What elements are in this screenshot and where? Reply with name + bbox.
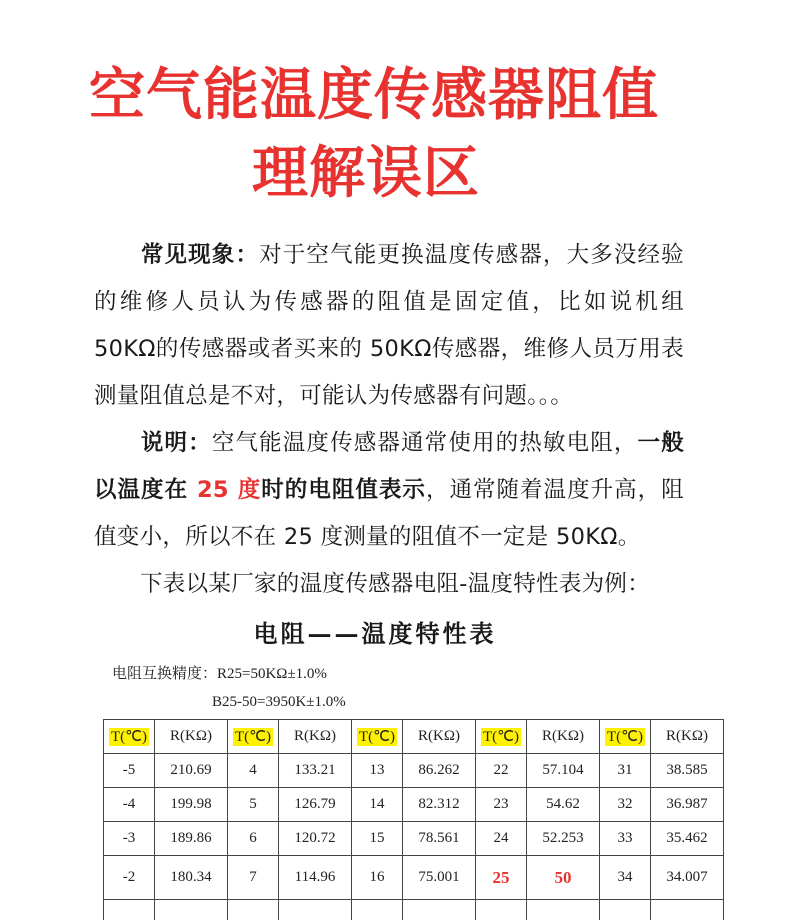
spec-b25-50: B25-50=3950K±1.0%: [212, 694, 346, 711]
table-cell: 52.253: [527, 822, 600, 856]
phenomenon-label: 常见现象：: [140, 242, 259, 268]
highlight-cell-25c: 25: [476, 856, 527, 900]
table-cell: 35.462: [651, 822, 724, 856]
table-cell: 189.86: [155, 822, 228, 856]
table-cell: 114.96: [279, 856, 352, 900]
table-cell: [600, 900, 651, 920]
table-header-row: [104, 720, 724, 754]
table-cell: [279, 900, 352, 920]
explanation-label: 说明：: [140, 430, 212, 456]
table-cell: 5: [228, 788, 279, 822]
table-cell: 54.62: [527, 788, 600, 822]
header-cell: T(℃): [352, 720, 403, 754]
table-cell: 38.585: [651, 754, 724, 788]
header-cell: T(℃): [600, 720, 651, 754]
table-cell: 33: [600, 822, 651, 856]
header-cell: T(℃): [476, 720, 527, 754]
table-cell: 24: [476, 822, 527, 856]
table-cell: 23: [476, 788, 527, 822]
table-cell: 4: [228, 754, 279, 788]
paragraph-explanation: [94, 420, 684, 561]
table-row: [104, 754, 724, 788]
table-cell: 6: [228, 822, 279, 856]
table-cell: 34.007: [651, 856, 724, 900]
paragraph-phenomenon: [94, 232, 684, 420]
table-cell: 82.312: [403, 788, 476, 822]
header-cell: R(KΩ): [155, 720, 228, 754]
page-title-line2: 理解误区: [0, 142, 766, 206]
header-cell: R(KΩ): [527, 720, 600, 754]
table-cell: 57.104: [527, 754, 600, 788]
resistance-temperature-table: [103, 719, 724, 920]
table-cell: 31: [600, 754, 651, 788]
table-cell: 210.69: [155, 754, 228, 788]
explanation-text-end: ，通常随着温度升高，阻值变小，所以不在 25 度测量的阻值不一定是 50KΩ。: [94, 477, 684, 550]
header-cell: R(KΩ): [403, 720, 476, 754]
header-cell: R(KΩ): [279, 720, 352, 754]
table-cell: 32: [600, 788, 651, 822]
explanation-bold-end: 时的电阻值表示: [261, 477, 426, 503]
table-intro-text: 下表以某厂家的温度传感器电阻-温度特性表为例：: [140, 571, 650, 597]
spec-r25: 电阻互换精度：R25=50KΩ±1.0%: [112, 662, 327, 683]
table-cell: [228, 900, 279, 920]
table-cell: 14: [352, 788, 403, 822]
table-cell: [403, 900, 476, 920]
table-cell: 22: [476, 754, 527, 788]
table-row: [104, 856, 724, 900]
table-cell: 34: [600, 856, 651, 900]
table-row-partial: [104, 900, 724, 920]
table-cell: -5: [104, 754, 155, 788]
table-cell: 7: [228, 856, 279, 900]
table-title: 电阻——温度特性表: [0, 614, 775, 649]
table-row: [104, 788, 724, 822]
table-cell: 126.79: [279, 788, 352, 822]
table-cell: -3: [104, 822, 155, 856]
table-cell: 15: [352, 822, 403, 856]
table-cell: 78.561: [403, 822, 476, 856]
table-cell: [527, 900, 600, 920]
table-cell: 16: [352, 856, 403, 900]
table-cell: -4: [104, 788, 155, 822]
highlight-cell-50k: 50: [527, 856, 600, 900]
table-cell: [651, 900, 724, 920]
header-cell: T(℃): [104, 720, 155, 754]
table-cell: 133.21: [279, 754, 352, 788]
explanation-highlight: 25 度: [197, 477, 261, 503]
table-cell: 86.262: [403, 754, 476, 788]
table-cell: 75.001: [403, 856, 476, 900]
table-row: [104, 822, 724, 856]
explanation-bold-start: 一般以温度在: [94, 430, 684, 503]
table-cell: 180.34: [155, 856, 228, 900]
table-cell: 13: [352, 754, 403, 788]
phenomenon-text: 对于空气能更换温度传感器，大多没经验的维修人员认为传感器的阻值是固定值，比如说机组 50KΩ的传感器或者买来的 50KΩ传感器，维修人员万用表测量阻值总是不对，可能认为传感器有问题。。。: [94, 242, 684, 409]
header-cell: T(℃): [228, 720, 279, 754]
page-title-line1: 空气能温度传感器阻值: [0, 64, 774, 128]
header-cell: R(KΩ): [651, 720, 724, 754]
table-cell: 199.98: [155, 788, 228, 822]
table-cell: [104, 900, 155, 920]
table-cell: 120.72: [279, 822, 352, 856]
paragraph-table-intro: [94, 561, 684, 608]
table-cell: 36.987: [651, 788, 724, 822]
table-cell: [476, 900, 527, 920]
table-cell: [352, 900, 403, 920]
explanation-text: 空气能温度传感器通常使用的热敏电阻，: [212, 430, 638, 456]
table-cell: -2: [104, 856, 155, 900]
table-cell: [155, 900, 228, 920]
